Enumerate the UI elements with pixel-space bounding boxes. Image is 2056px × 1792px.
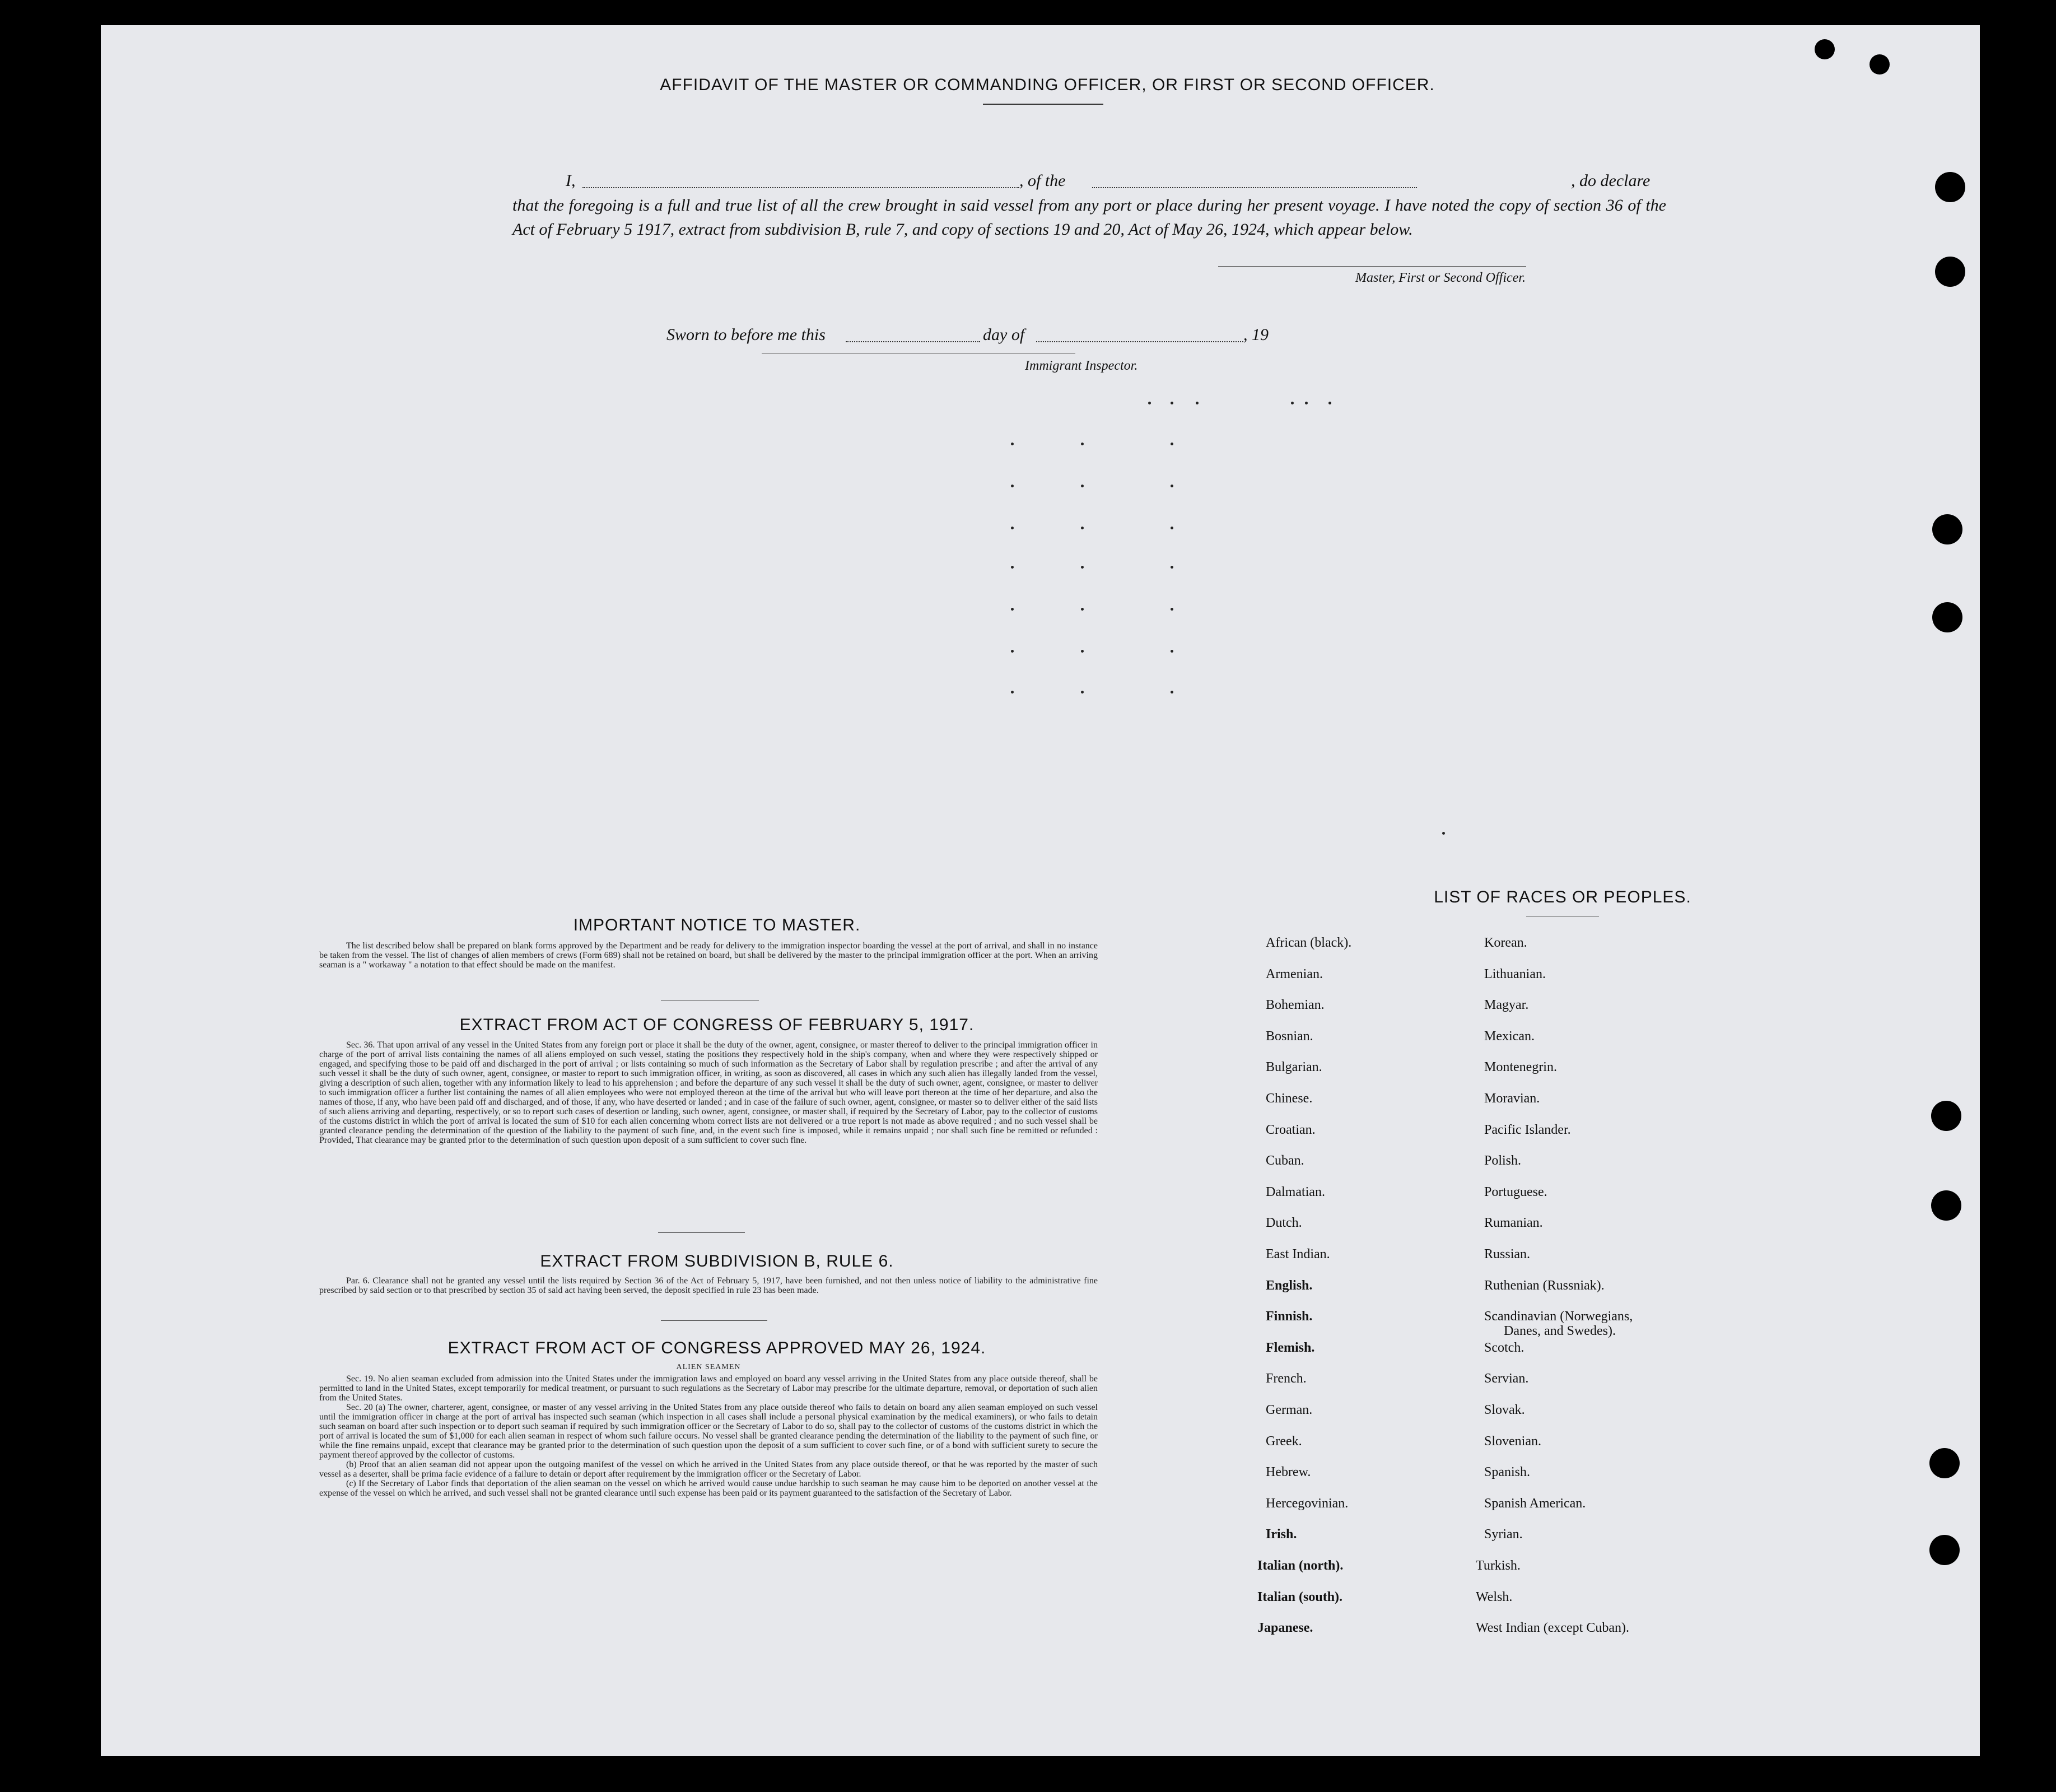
affidavit-title: AFFIDAVIT OF THE MASTER OR COMMANDING OFFICER, OR FIRST OR SECOND OFFICER. — [660, 76, 1435, 94]
scan-dot — [1171, 485, 1173, 487]
extract-rule6-text — [319, 1276, 1098, 1295]
scan-dot — [1081, 443, 1084, 445]
race-item: Cuban. — [1266, 1153, 1304, 1169]
affidavit-i-label: I, — [566, 171, 576, 190]
race-item: Finnish. — [1266, 1309, 1313, 1324]
race-item: German. — [1266, 1403, 1313, 1417]
punch-hole — [1869, 54, 1890, 75]
year-prefix: , 19 — [1243, 325, 1269, 344]
scan-dot — [1081, 691, 1084, 693]
scan-dot — [1171, 650, 1173, 653]
scan-dot — [1011, 566, 1014, 569]
race-item: Moravian. — [1484, 1091, 1540, 1106]
race-item: Russian. — [1484, 1247, 1531, 1262]
punch-hole — [1931, 1190, 1961, 1221]
scan-dot — [1011, 650, 1014, 653]
punch-hole — [1931, 1101, 1961, 1131]
extract-1924-paragraph: (b) Proof that an alien seaman did not appear upon the outgoing manifest of the vessel on which he arrived in the United States from any place outside thereof, or that he was reported by the master of such vessel as a deserter, shall be prima facie evidence of a failure to detain or deport after requirement by the immigration officer or the Secretary of Labor. — [319, 1460, 1098, 1479]
race-item: Hebrew. — [1266, 1465, 1311, 1480]
scan-dot — [1081, 485, 1084, 487]
race-item: African (black). — [1266, 935, 1352, 950]
extract-1924-paragraph: Sec. 20 (a) The owner, charterer, agent, consignee, or master of any vessel arriving in the United States from any place outside thereof who fails to detain on board any alien seaman employed on such vessel until the immigration officer in charge at the port of arrival has inspected such seaman (which inspection in all cases shall include a personal physical examination by the medical examiners), or who fails to detain such seaman on board after such inspection or to deport such seaman if required by such immigration officer or the Secretary of Labor to do so, shall pay to the collector of customs of the customs district in which the port of arrival is located the sum of $1,000 for each alien seaman in respect of whom such failure occurs. No vessel shall be granted clearance pending the determination of the liability to the payment of such fine, or while the fine remains unpaid, except that clearance may be granted prior to the determination of such question upon the deposit of a sum sufficient to cover such fine, or of a bond with sufficient surety to secure the payment thereof approved by the collector of customs. — [319, 1403, 1098, 1460]
vessel-blank-line — [1092, 187, 1417, 188]
scan-dot — [1011, 485, 1014, 487]
extract-1924-paragraph: (c) If the Secretary of Labor finds that deportation of the alien seaman on the vessel on which he arrived would cause undue hardship to such seaman he may cause him to be deported on another vessel at the expense of the vessel on which he arrived, and such vessel shall not be granted clearance until such expense has been paid or its payment guaranteed to the satisfaction of the Secretary of Labor. — [319, 1479, 1098, 1498]
scan-dot — [1171, 566, 1173, 569]
sworn-day-blank — [846, 341, 980, 342]
race-item: Montenegrin. — [1484, 1060, 1557, 1075]
extract-1924-paragraph: Sec. 19. No alien seaman excluded from admission into the United States under the immigration laws and employed on board any vessel arriving in the United States from any place outside thereof, shall be permitted to land in the United States, except temporarily for medical treatment, or pursuant to such regulations as the Secretary of Labor may prescribe for the ultimate departure, removal, or deportation of such alien from the United States. — [319, 1374, 1098, 1403]
race-item: Danes, and Swedes). — [1504, 1324, 1616, 1339]
race-item: Dalmatian. — [1266, 1184, 1325, 1199]
day-of-label: day of — [983, 325, 1025, 344]
scan-dot — [1442, 832, 1445, 835]
punch-hole — [1932, 602, 1962, 632]
title-underline — [983, 104, 1103, 105]
affidavit-first-line — [566, 171, 1666, 194]
scan-dot — [1081, 608, 1084, 611]
scan-dot — [1081, 566, 1084, 569]
scan-dot — [1305, 402, 1308, 404]
master-signature-label: Master, First or Second Officer. — [1355, 271, 1526, 285]
punch-hole — [1929, 1535, 1960, 1565]
race-item: Polish. — [1484, 1153, 1522, 1169]
extract-1917-text — [319, 1040, 1098, 1145]
race-item: East Indian. — [1266, 1247, 1330, 1262]
race-item: Italian (north). — [1257, 1558, 1344, 1573]
extract-1917-paragraph: Sec. 36. That upon arrival of any vessel in the United States from any foreign port or place it shall be the duty of the owner, agent, consignee, or master thereof to deliver to the principal immigration officer in charge of the port of arrival lists containing the names of all aliens employed on such vessel, stating the positions they respectively hold in the ship's company, when and where they were respectively shipped or engaged, and specifying those to be paid off and discharged in the port of arrival ; or lists containing so much of such information as the Secretary of Labor shall by regulation prescribe ; and after the arrival of any such vessel it shall be the duty of such owner, agent, consignee, or master to report to such immigration officer, in writing, as soon as discovered, all cases in which any such alien has illegally landed from the vessel, giving a description of such alien, together with any information likely to lead to his apprehension ; and before the departure of any such vessel it shall be the duty of such owner, agent, consignee, or master to deliver to such immigration officer a further list containing the names of all alien employees who were not employed thereon at the time of the arrival but who will leave port thereon at the time of her departure, and also the names of those, if any, who have been paid off and discharged, and of those, if any, who have deserted or landed ; and in case of the failure of such owner, agent, consignee, or master so to deliver either of the said lists of such aliens arriving and departing, respectively, or so to report such cases of desertion or landing, such owner, agent, consignee, or master shall, if required by the Secretary of Labor, pay to the collector of customs of the customs district in which the port of arrival is located the sum of $10 for each alien concerning whom correct lists are not delivered or a true report is not made as above required ; and no such vessel shall be granted clearance pending the determination of the question of the liability to the payment of such fine, and, in the event such fine is imposed, while it remains unpaid ; nor shall such fine be remitted or refunded : Provided, That clearance may be granted prior to the determination of such question upon deposit of a sum sufficient to cover such fine. — [319, 1040, 1098, 1145]
race-item: Magyar. — [1484, 998, 1529, 1013]
scan-dot — [1171, 608, 1173, 611]
race-item: Slovenian. — [1484, 1433, 1541, 1449]
scan-dot — [1171, 402, 1173, 404]
race-item: Spanish American. — [1484, 1496, 1586, 1511]
race-item: Japanese. — [1257, 1621, 1313, 1636]
inspector-label: Immigrant Inspector. — [1025, 359, 1138, 373]
section-divider — [661, 1320, 767, 1321]
race-item: Mexican. — [1484, 1028, 1535, 1044]
scan-dot — [1171, 527, 1173, 529]
alien-seamen-subhead: ALIEN SEAMEN — [676, 1363, 741, 1371]
races-title: LIST OF RACES OR PEOPLES. — [1434, 888, 1691, 906]
race-item: Bosnian. — [1266, 1028, 1313, 1044]
scan-dot — [1011, 608, 1014, 611]
punch-hole — [1929, 1448, 1960, 1478]
extract-1917-title: EXTRACT FROM ACT OF CONGRESS OF FEBRUARY 5, 1917. — [459, 1016, 975, 1034]
sworn-month-blank — [1036, 341, 1243, 342]
scan-dot — [1011, 527, 1014, 529]
punch-hole — [1935, 257, 1965, 287]
race-item: West Indian (except Cuban). — [1476, 1621, 1629, 1636]
race-item: Bulgarian. — [1266, 1060, 1322, 1075]
scan-dot — [1171, 443, 1173, 445]
master-signature-line — [1218, 266, 1526, 267]
punch-hole — [1935, 172, 1965, 202]
race-item: Syrian. — [1484, 1527, 1523, 1542]
scan-dot — [1171, 691, 1173, 693]
scan-dot — [1011, 691, 1014, 693]
notice-paragraph: The list described below shall be prepared on blank forms approved by the Department and be ready for delivery to the immigration inspector boarding the vessel at the port of arrival, and shall in no instance be taken from the vessel. The list of changes of alien members of crews (Form 689) shall not be retained on board, but shall be delivered by the master to the principal immigration officer at the port. When an arriving seaman is a " workaway " a notation to that effect should be made on the manifest. — [319, 941, 1098, 970]
race-item: Turkish. — [1476, 1558, 1521, 1573]
race-item: Servian. — [1484, 1371, 1529, 1386]
extract-rule6-paragraph: Par. 6. Clearance shall not be granted any vessel until the lists required by Section 36 of the Act of February 5, 1917, have been furnished, and not then unless notice of liability to the administrative fine prescribed by said section or to that prescribed by section 35 of said act having been served, the deposit specified in rule 23 has been made. — [319, 1276, 1098, 1295]
race-item: Croatian. — [1266, 1122, 1316, 1137]
notice-text — [319, 941, 1098, 970]
race-item: Scandinavian (Norwegians, — [1484, 1309, 1633, 1324]
race-item: Chinese. — [1266, 1091, 1313, 1106]
punch-hole — [1815, 39, 1835, 59]
race-item: Lithuanian. — [1484, 966, 1546, 981]
sworn-line — [666, 325, 1283, 348]
scan-dot — [1196, 402, 1199, 404]
race-item: English. — [1266, 1278, 1313, 1293]
race-item: Italian (south). — [1257, 1589, 1343, 1604]
scan-dot — [1148, 402, 1151, 404]
scan-dot — [1011, 443, 1014, 445]
scan-dot — [1291, 402, 1294, 404]
punch-hole — [1932, 514, 1962, 544]
extract-1924-text — [319, 1374, 1098, 1498]
race-item: Welsh. — [1476, 1589, 1513, 1604]
race-item: Bohemian. — [1266, 998, 1325, 1013]
race-item: Spanish. — [1484, 1465, 1531, 1480]
scan-dot — [1081, 650, 1084, 653]
extract-rule6-title: EXTRACT FROM SUBDIVISION B, RULE 6. — [540, 1252, 894, 1270]
race-item: Greek. — [1266, 1433, 1302, 1449]
name-blank-line — [582, 187, 1019, 188]
race-item: Pacific Islander. — [1484, 1122, 1571, 1137]
race-item: French. — [1266, 1371, 1307, 1386]
extract-1924-title: EXTRACT FROM ACT OF CONGRESS APPROVED MAY 26, 1924. — [447, 1339, 986, 1357]
scan-dot — [1328, 402, 1331, 404]
race-item: Dutch. — [1266, 1216, 1302, 1231]
race-item: Slovak. — [1484, 1403, 1525, 1417]
race-item: Scotch. — [1484, 1340, 1524, 1355]
scan-dot — [1081, 527, 1084, 529]
race-item: Korean. — [1484, 935, 1527, 950]
race-item: Armenian. — [1266, 966, 1323, 981]
race-item: Portuguese. — [1484, 1184, 1547, 1199]
affidavit-of-the-label: , of the — [1019, 171, 1066, 190]
race-item: Rumanian. — [1484, 1216, 1543, 1231]
document-page — [101, 25, 1980, 1756]
race-item: Hercegovinian. — [1266, 1496, 1349, 1511]
race-item: Ruthenian (Russniak). — [1484, 1278, 1605, 1293]
race-item: Irish. — [1266, 1527, 1297, 1542]
notice-title: IMPORTANT NOTICE TO MASTER. — [573, 916, 861, 934]
affidavit-body: that the foregoing is a full and true list of all the crew brought in said vessel from any port or place during her present voyage. I have noted the copy of section 36 of the Act of February 5 1917, extract from subdivision B, rule 7, and copy of sections 19 and 20, Act of May 26, 1924, which appear below. — [512, 196, 1666, 239]
sworn-label: Sworn to before me this — [666, 325, 826, 344]
race-item: Flemish. — [1266, 1340, 1315, 1355]
section-divider — [658, 1232, 745, 1233]
affidavit-do-declare-label: , do declare — [1571, 171, 1651, 190]
